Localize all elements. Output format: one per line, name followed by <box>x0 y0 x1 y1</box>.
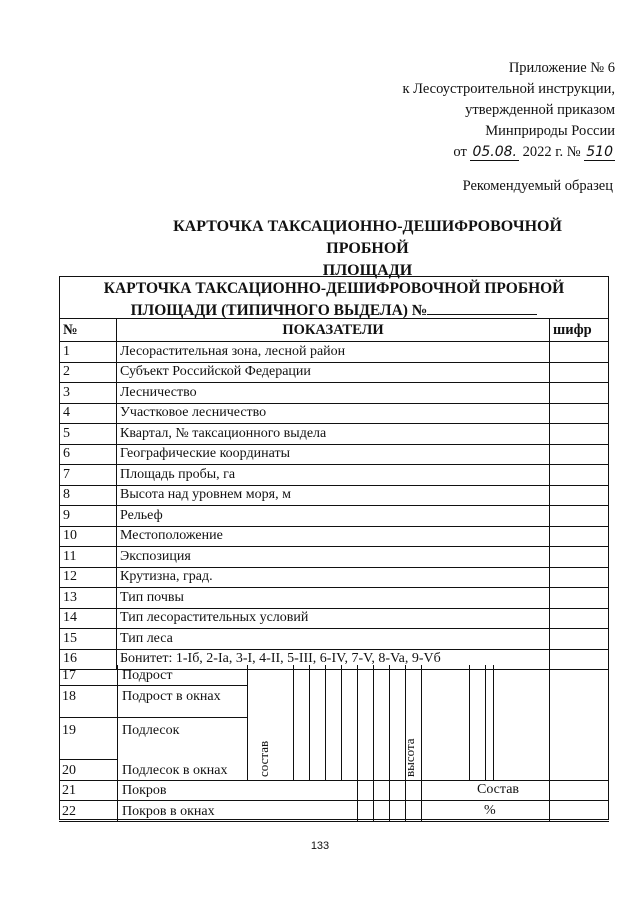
row-number: 8 <box>60 485 117 506</box>
row-indicator: Тип лесорастительных условий <box>117 608 550 629</box>
handwritten-date: 05.08. <box>472 144 517 160</box>
appendix-line-3: утвержденной приказом <box>465 102 615 118</box>
recommended-sample: Рекомендуемый образец <box>462 178 613 194</box>
grid-column <box>117 665 118 821</box>
cover-composition-label: Состав <box>477 782 520 797</box>
card-number-blank[interactable] <box>427 299 537 315</box>
grid-column <box>421 665 422 780</box>
row-number: 16 <box>60 649 117 670</box>
grid-column <box>357 665 358 780</box>
appendix-header <box>360 58 615 163</box>
row-indicator: Покров <box>122 783 167 798</box>
grid-column <box>405 780 406 821</box>
row-number: 9 <box>60 506 117 527</box>
row-number: 4 <box>60 403 117 424</box>
grid-column <box>341 665 342 780</box>
cover-percent-label: % <box>484 803 496 818</box>
table-row <box>60 362 609 383</box>
row-code-cell[interactable] <box>550 629 609 650</box>
row-indicator: Площадь пробы, га <box>117 465 550 486</box>
height-vertical-label: высота <box>402 738 417 777</box>
appendix-line-4: Минприроды России <box>485 123 615 139</box>
table-row <box>60 403 609 424</box>
col-indicators-header: ПОКАЗАТЕЛИ <box>117 319 550 342</box>
row-indicator: Тип леса <box>117 629 550 650</box>
table-row <box>60 485 609 506</box>
page-number: 133 <box>310 840 330 852</box>
grid-column <box>421 780 422 821</box>
row-indicator: Высота над уровнем моря, м <box>117 485 550 506</box>
row-indicator: Подлесок в окнах <box>122 763 228 778</box>
row-number: 18 <box>62 689 76 704</box>
row-code-cell[interactable] <box>550 506 609 527</box>
row-indicator: Участковое лесничество <box>117 403 550 424</box>
table-row <box>60 506 609 527</box>
grid-column <box>485 665 486 780</box>
handwritten-order-number: 510 <box>586 144 613 160</box>
row-code-cell[interactable] <box>550 424 609 445</box>
row-indicator: Подлесок <box>122 723 180 738</box>
row-code-cell[interactable] <box>550 526 609 547</box>
row-indicator: Подрост в окнах <box>122 689 221 704</box>
grid-column <box>493 665 494 780</box>
row-code-cell[interactable] <box>550 342 609 363</box>
grid-column <box>309 665 310 780</box>
row-indicator: Квартал, № таксационного выдела <box>117 424 550 445</box>
row-indicator: Тип почвы <box>117 588 550 609</box>
row-code-cell[interactable] <box>550 567 609 588</box>
row-divider <box>59 780 609 781</box>
table-row <box>60 629 609 650</box>
row-number: 22 <box>62 804 76 819</box>
table-header <box>60 319 609 342</box>
date-prefix: от <box>453 144 467 160</box>
grid-column <box>373 665 374 780</box>
row-number: 10 <box>60 526 117 547</box>
table-row <box>60 444 609 465</box>
table-row <box>60 465 609 486</box>
row-number: 13 <box>60 588 117 609</box>
row-number: 1 <box>60 342 117 363</box>
grid-column <box>389 665 390 780</box>
row-indicator: Рельеф <box>117 506 550 527</box>
grid-column <box>469 665 470 780</box>
row-code-cell[interactable] <box>550 465 609 486</box>
row-code-cell[interactable] <box>550 608 609 629</box>
row-code-cell[interactable] <box>550 403 609 424</box>
row-code-cell[interactable] <box>550 444 609 465</box>
card-title-line-2: ПЛОЩАДИ (ТИПИЧНОГО ВЫДЕЛА) № <box>130 302 428 319</box>
row-divider <box>59 800 609 801</box>
row-indicator: Лесничество <box>117 383 550 404</box>
row-number: 6 <box>60 444 117 465</box>
lower-grid <box>59 665 609 821</box>
row-divider <box>59 717 247 718</box>
row-code-cell[interactable] <box>550 485 609 506</box>
grid-column <box>325 665 326 780</box>
row-number: 11 <box>60 547 117 568</box>
row-indicator: Местоположение <box>117 526 550 547</box>
row-code-cell[interactable] <box>550 588 609 609</box>
document-title <box>130 216 605 282</box>
appendix-date-line <box>360 142 615 163</box>
row-divider <box>59 821 609 822</box>
row-number: 14 <box>60 608 117 629</box>
row-divider <box>59 759 117 760</box>
row-indicator: Крутизна, град. <box>117 567 550 588</box>
row-indicator: Подрост <box>122 668 173 683</box>
table-row <box>60 588 609 609</box>
row-number: 20 <box>62 763 76 778</box>
table-row <box>60 608 609 629</box>
table-row <box>60 383 609 404</box>
col-code-header: шифр <box>550 319 609 342</box>
table-row <box>60 526 609 547</box>
grid-column <box>389 780 390 821</box>
card-title <box>60 279 608 321</box>
row-indicator: Лесорастительная зона, лесной район <box>117 342 550 363</box>
row-indicator: Бонитет: 1-Iб, 2-Ia, 3-I, 4-II, 5-III, 6-IV, 7-V, 8-Va, 9-Vб <box>117 649 550 670</box>
row-indicator: Географические координаты <box>117 444 550 465</box>
grid-column <box>549 665 550 821</box>
grid-column <box>357 780 358 821</box>
row-number: 2 <box>60 362 117 383</box>
row-number: 21 <box>62 783 76 798</box>
indicators-table <box>59 318 609 670</box>
row-indicator: Экспозиция <box>117 547 550 568</box>
appendix-line-2: к Лесоустроительной инструкции, <box>402 81 615 97</box>
row-code-cell[interactable] <box>550 547 609 568</box>
row-code-cell[interactable] <box>550 362 609 383</box>
table-row <box>60 424 609 445</box>
row-indicator: Субъект Российской Федерации <box>117 362 550 383</box>
table-row <box>60 342 609 363</box>
card-title-line-1: КАРТОЧКА ТАКСАЦИОННО-ДЕШИФРОВОЧНОЙ ПРОБНОЙ <box>103 280 565 297</box>
row-number: 12 <box>60 567 117 588</box>
row-code-cell[interactable] <box>550 383 609 404</box>
row-number: 3 <box>60 383 117 404</box>
row-indicator: Покров в окнах <box>122 804 215 819</box>
grid-column <box>293 665 294 780</box>
row-number: 5 <box>60 424 117 445</box>
col-num-header: № <box>60 319 117 342</box>
grid-column <box>373 780 374 821</box>
composition-vertical-label: состав <box>256 740 271 777</box>
order-year: 2022 г. № <box>522 144 581 160</box>
appendix-number: Приложение № 6 <box>508 60 615 76</box>
title-line-1: КАРТОЧКА ТАКСАЦИОННО-ДЕШИФРОВОЧНОЙ ПРОБНОЙ <box>173 218 562 257</box>
table-row <box>60 567 609 588</box>
table-row <box>60 547 609 568</box>
row-number: 17 <box>62 668 76 683</box>
row-divider <box>59 685 247 686</box>
row-number: 19 <box>62 723 76 738</box>
title-line-2: ПЛОЩАДИ <box>322 262 413 279</box>
grid-column <box>247 665 248 780</box>
row-number: 15 <box>60 629 117 650</box>
row-number: 7 <box>60 465 117 486</box>
